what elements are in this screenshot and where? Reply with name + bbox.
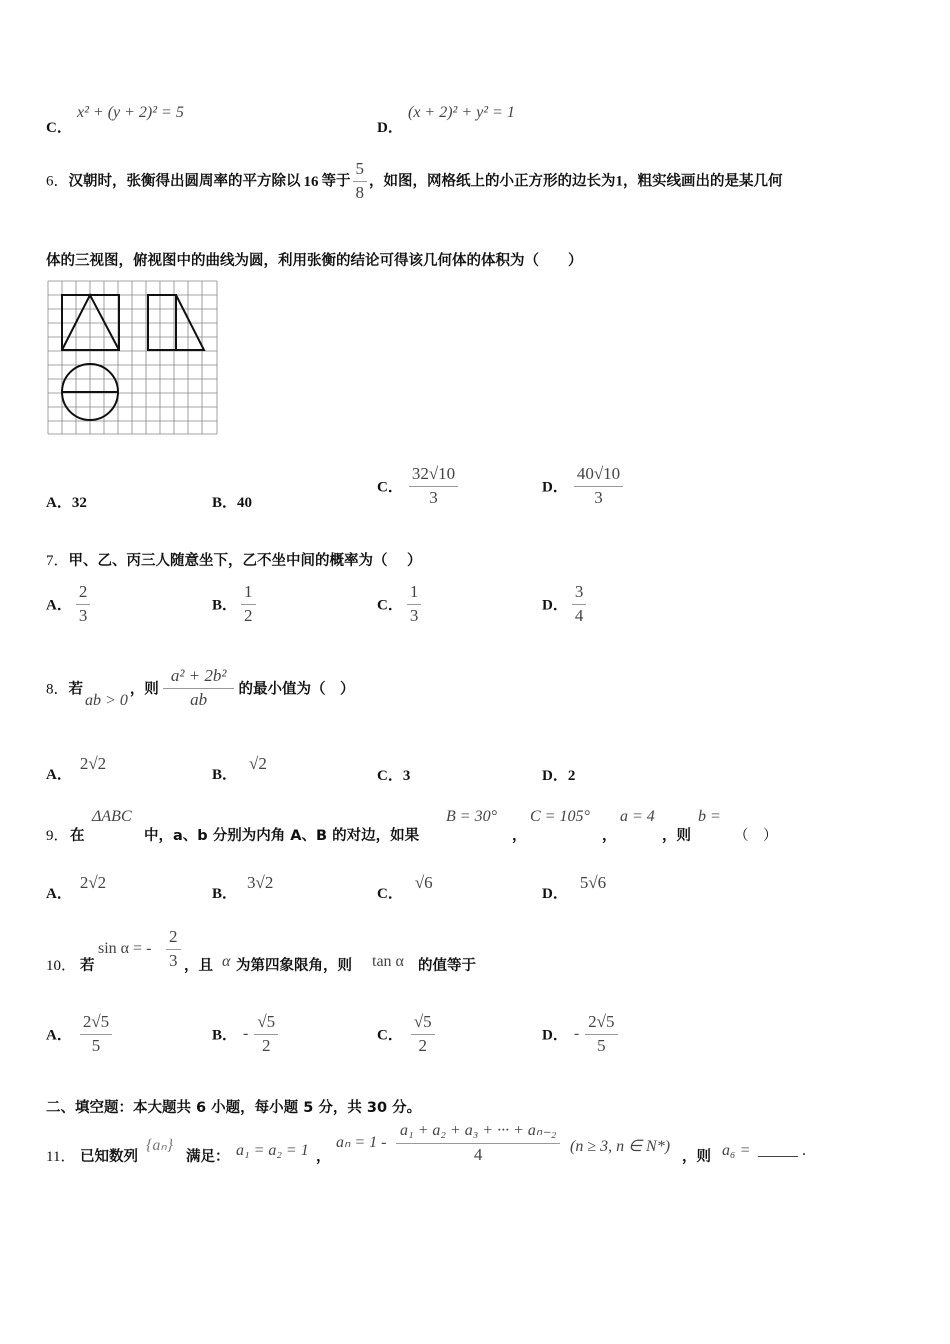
- q7-option-d[interactable]: D． $\frac{3}{4}$: [542, 583, 586, 625]
- q6-number: 6．: [46, 173, 69, 190]
- q7-option-c[interactable]: C． $\frac{1}{3}$: [377, 583, 421, 625]
- q10-option-a[interactable]: A． $\frac{2√5}{5}$: [46, 1013, 112, 1055]
- q6-option-b[interactable]: B．40: [212, 495, 253, 511]
- front-view-triangle: [62, 295, 119, 350]
- grid-lines: [48, 281, 217, 434]
- q5-option-c-label: C．: [46, 120, 72, 136]
- q5-option-d-label: D．: [377, 120, 403, 136]
- q9-option-c[interactable]: C．√6: [377, 873, 433, 902]
- q9-option-b[interactable]: B．3√2: [212, 873, 274, 902]
- q7-stem: 7．甲、乙、丙三人随意坐下，乙不坐中间的概率为（ ）: [46, 553, 422, 569]
- three-view-figure: [47, 280, 219, 435]
- q9-option-a[interactable]: A．2√2: [46, 873, 107, 902]
- q5-option-c-expr: x² + (y + 2)² = 5: [77, 104, 184, 121]
- q7-option-a[interactable]: A． $\frac{2}{3}$: [46, 583, 90, 625]
- q6-text-4: ，粗实线画出的是某几何: [623, 173, 783, 190]
- q6-stem-line2: 体的三视图，俯视图中的曲线为圆，利用张衡的结论可得该几何体的体积为（ ）: [46, 253, 583, 269]
- q10-option-c[interactable]: C． $\frac{√5}{2}$: [377, 1013, 435, 1055]
- q7-option-b[interactable]: B． $\frac{1}{2}$: [212, 583, 256, 625]
- q6-text-3: ，如图，网格纸上的小正方形的边长为: [369, 173, 616, 190]
- side-view-rect: [148, 295, 176, 350]
- front-view-square: [62, 295, 119, 350]
- q8-option-c[interactable]: C．3: [377, 768, 411, 784]
- q8-option-b[interactable]: B．√2: [212, 754, 267, 783]
- q8-option-a[interactable]: A．2√2: [46, 754, 107, 783]
- q6-text-1: 汉朝时，张衡得出圆周率的平方除以: [68, 173, 301, 190]
- q6-stem-line1: [46, 160, 783, 202]
- q10-option-b[interactable]: B． - $\frac{√5}{2}$: [212, 1013, 278, 1055]
- q8-stem: 8．若ab > 0，则 $\frac{\text{a² + 2b²}}{ab}$ 的最小值为（ ）: [46, 666, 355, 709]
- side-view-slant: [176, 295, 204, 350]
- q11-answer-blank[interactable]: _____: [758, 1142, 798, 1159]
- q6-option-c[interactable]: C． $\frac{32√10}{3}$: [377, 465, 458, 507]
- q6-bold-num2: 1: [615, 173, 624, 190]
- q6-text-2: 等于: [321, 173, 351, 190]
- q9-option-d[interactable]: D．5√6: [542, 873, 607, 902]
- q8-option-d[interactable]: D．2: [542, 768, 576, 784]
- q6-fraction: $\frac{5}{8}$: [353, 160, 368, 202]
- q6-bold-num: 16: [303, 173, 319, 190]
- section-2-title: 二、填空题：本大题共 6 小题，每小题 5 分，共 30 分。: [46, 1100, 422, 1116]
- q5-option-d-expr: (x + 2)² + y² = 1: [408, 104, 515, 121]
- q6-option-a[interactable]: A．32: [46, 495, 87, 511]
- q10-option-d[interactable]: D． - $\frac{2√5}{5}$: [542, 1013, 618, 1055]
- q6-option-d[interactable]: D． $\frac{40√10}{3}$: [542, 465, 623, 507]
